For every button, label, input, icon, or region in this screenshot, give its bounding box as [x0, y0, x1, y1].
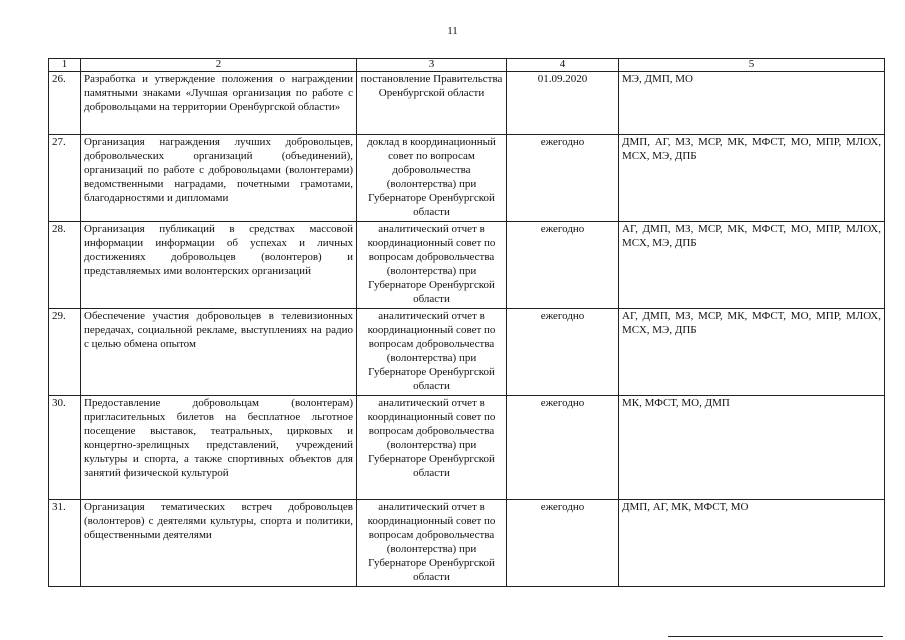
result-document: доклад в координационный совет по вопросам добровольчества (волонтерства) при Губернаторе Оренбургской области [357, 135, 507, 222]
page-number: 11 [447, 25, 458, 37]
row-number: 28. [49, 222, 81, 309]
measure-description: Организация награждения лучших добровольцев, добровольческих организаций (объединений), организаций по работе с добровольцами (волонтерами) ведомственными наградами, почетными грамотами, благодарностями и дипломами [81, 135, 357, 222]
table-row [49, 222, 885, 309]
table-row [49, 309, 885, 396]
column-header: 2 [81, 59, 357, 72]
row-number: 31. [49, 500, 81, 587]
deadline: ежегодно [507, 500, 619, 587]
result-document: постановление Правительства Оренбургской области [357, 72, 507, 135]
deadline: ежегодно [507, 135, 619, 222]
result-document: аналитический отчет в координационный совет по вопросам добровольчества (волонтерства) при Губернаторе Оренбургской области [357, 222, 507, 309]
executors: АГ, ДМП, МЗ, МСР, МК, МФСТ, МО, МПР, МЛОХ, МСХ, МЭ, ДПБ [619, 309, 885, 396]
executors: ДМП, АГ, МК, МФСТ, МО [619, 500, 885, 587]
bottom-rule-line [668, 636, 883, 637]
row-number: 29. [49, 309, 81, 396]
result-document: аналитический отчет в координационный совет по вопросам добровольчества (волонтерства) при Губернаторе Оренбургской области [357, 396, 507, 500]
measure-description: Обеспечение участия добровольцев в телевизионных передачах, социальной рекламе, выступлениях на радио с целью обмена опытом [81, 309, 357, 396]
table-header-row [49, 59, 885, 72]
row-number: 26. [49, 72, 81, 135]
executors: ДМП, АГ, МЗ, МСР, МК, МФСТ, МО, МПР, МЛОХ, МСХ, МЭ, ДПБ [619, 135, 885, 222]
executors: МК, МФСТ, МО, ДМП [619, 396, 885, 500]
executors: АГ, ДМП, МЗ, МСР, МК, МФСТ, МО, МПР, МЛОХ, МСХ, МЭ, ДПБ [619, 222, 885, 309]
column-header: 4 [507, 59, 619, 72]
table-row [49, 396, 885, 500]
result-document: аналитический отчет в координационный совет по вопросам добровольчества (волонтерства) при Губернаторе Оренбургской области [357, 309, 507, 396]
row-number: 30. [49, 396, 81, 500]
row-number: 27. [49, 135, 81, 222]
measure-description: Разработка и утверждение положения о награждении памятными знаками «Лучшая организация по работе с добровольцами на территории Оренбургской области» [81, 72, 357, 135]
column-header: 1 [49, 59, 81, 72]
table-row [49, 72, 885, 135]
column-header: 5 [619, 59, 885, 72]
column-header: 3 [357, 59, 507, 72]
measures-table [48, 58, 885, 587]
measure-description: Предоставление добровольцам (волонтерам) пригласительных билетов на бесплатное льготное посещение выставок, театральных, цирковых и концертно-зрелищных представлений, учреждений культуры и спорта, а также спортивных объектов для занятий физической культурой [81, 396, 357, 500]
measure-description: Организация публикаций в средствах массовой информации информации об успехах и личных достижениях добровольцев (волонтеров) и представляемых ими волонтерских организаций [81, 222, 357, 309]
result-document: аналитический отчет в координационный совет по вопросам добровольчества (волонтерства) при Губернаторе Оренбургской области [357, 500, 507, 587]
deadline: ежегодно [507, 309, 619, 396]
executors: МЭ, ДМП, МО [619, 72, 885, 135]
table-row [49, 500, 885, 587]
measure-description: Организация тематических встреч добровольцев (волонтеров) с деятелями культуры, спорта и политики, общественными деятелями [81, 500, 357, 587]
table-row [49, 135, 885, 222]
deadline: 01.09.2020 [507, 72, 619, 135]
deadline: ежегодно [507, 222, 619, 309]
deadline: ежегодно [507, 396, 619, 500]
